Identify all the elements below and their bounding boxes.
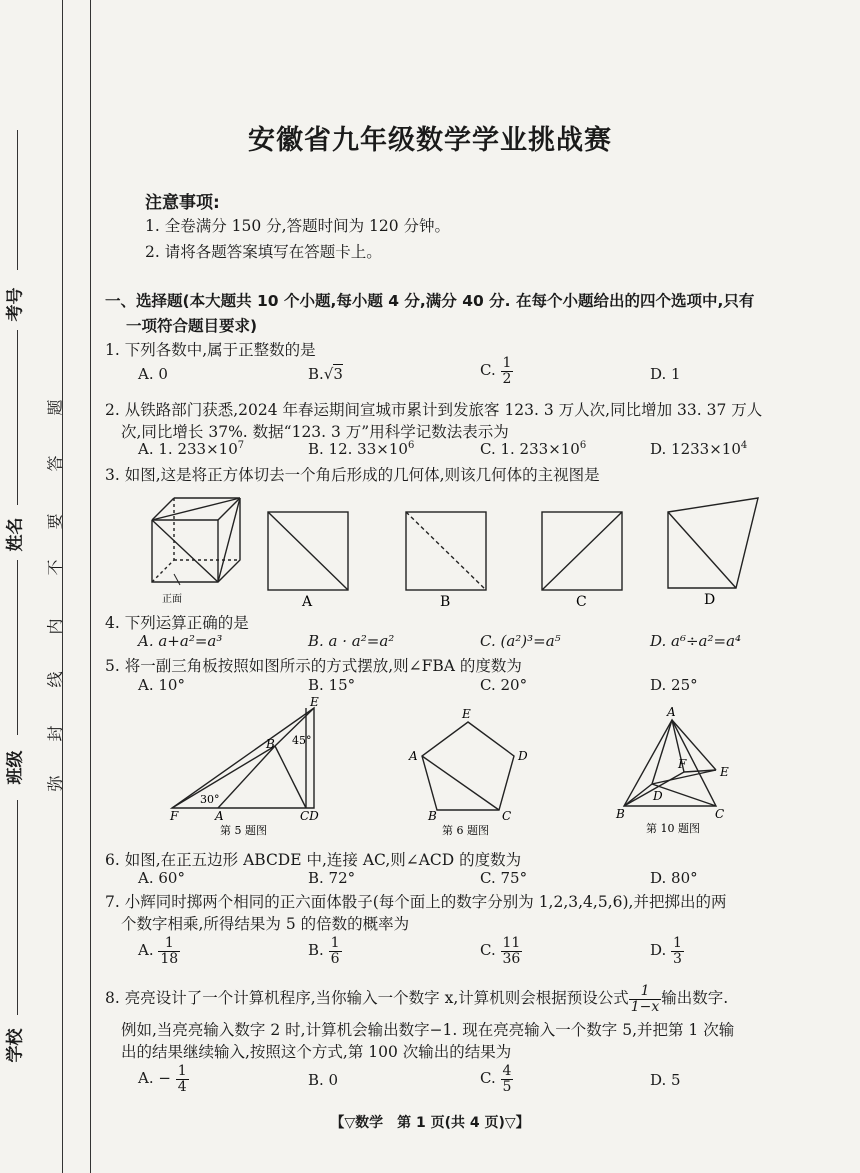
q7-c-num: 11 [502, 935, 521, 951]
notice-item-1: 1. 全卷满分 150 分,答题时间为 120 分钟。 [145, 217, 451, 235]
q8-line1-post: 输出数字. [661, 989, 729, 1008]
option-b-view [406, 512, 486, 590]
q1-option-a: A. 0 [138, 365, 168, 383]
q7-c-prefix: C. [480, 941, 496, 960]
q8-a-num: 1 [177, 1063, 187, 1079]
q4-option-a: A. a+a²=a³ [138, 632, 223, 650]
q1-c-den: 2 [502, 370, 512, 387]
q8-c-prefix: C. [480, 1069, 496, 1088]
q7-option-c [480, 936, 522, 966]
q2-option-d [650, 440, 747, 458]
fig6-pentagon [422, 722, 514, 810]
q6-option-d: D. 80° [650, 869, 698, 887]
notice-heading: 注意事项: [145, 193, 220, 213]
margin-line-inner [90, 0, 91, 1173]
q3-label-c: C [576, 594, 587, 610]
q8-line1 [105, 984, 728, 1014]
q1-option-c [480, 356, 513, 386]
q7-a-num: 1 [158, 936, 180, 952]
fig6-E: E [462, 707, 471, 721]
q2-a-text: A. 1. 233×10 [138, 440, 238, 458]
class-line [17, 560, 18, 735]
fig6-C: C [502, 809, 512, 823]
fig10-triangles [624, 720, 716, 806]
section-heading-line2: 一项符合题目要求) [126, 317, 258, 335]
q2-a-exp: 7 [237, 440, 245, 451]
q2-line2: 次,同比增长 37%. 数据“123. 3 万”用科学记数法表示为 [121, 423, 509, 441]
q8-a-prefix: A. − [138, 1069, 171, 1088]
notice-item-2: 2. 请将各题答案填写在答题卡上。 [145, 243, 382, 261]
fig5-F: F [170, 809, 179, 823]
q2-b-exp: 6 [407, 440, 415, 451]
q5-option-c: C. 20° [480, 676, 528, 694]
q4-option-d: D. a⁶÷a²=a⁴ [650, 632, 742, 650]
q3-figure [140, 490, 760, 610]
q8-c-num: 4 [502, 1063, 512, 1079]
q2-c-text: C. 1. 233×10 [480, 440, 580, 458]
fig10-A: A [667, 705, 676, 719]
q7-option-b [308, 936, 342, 966]
q4-option-b: B. a · a²=a² [308, 632, 395, 650]
q7-option-a [138, 936, 180, 966]
q2-b-text: B. 12. 33×10 [308, 440, 408, 458]
q1-c-fraction [501, 356, 514, 386]
q1-b-prefix: B. [308, 365, 324, 383]
q8-a-den: 4 [177, 1078, 187, 1095]
q8-option-c [480, 1064, 513, 1094]
q1-option-d: D. 1 [650, 365, 681, 383]
fig6-D: D [518, 749, 528, 763]
q7-b-num: 1 [330, 935, 340, 951]
q7-c-fraction [501, 936, 523, 966]
q7-d-den: 3 [673, 950, 682, 967]
q8-c-fraction [501, 1064, 514, 1094]
seal-char-4: 不 [45, 559, 65, 576]
q8-formula-num: 1 [629, 984, 662, 1000]
q3-label-a: A [302, 594, 313, 610]
fig5-E: E [310, 696, 319, 709]
q1-c-num: 1 [502, 355, 512, 371]
fig5-CD: CD [300, 809, 319, 823]
fig5-B: B [266, 737, 275, 751]
name-label: 姓名 [5, 517, 26, 552]
school-label: 学校 [5, 1028, 26, 1063]
fig10-C: C [715, 807, 725, 821]
q5-option-a: A. 10° [138, 676, 185, 694]
q5-stem: 5. 将一副三角板按照如图所示的方式摆放,则∠FBA 的度数为 [105, 657, 522, 675]
q2-option-b [308, 440, 414, 458]
q5-option-b: B. 15° [308, 676, 356, 694]
option-c-view [542, 512, 622, 590]
seal-char-2: 答 [45, 455, 65, 472]
q3-label-b: B [440, 594, 451, 610]
q7-b-fraction [329, 936, 342, 966]
q8-a-fraction [176, 1064, 189, 1094]
q8-option-b: B. 0 [308, 1071, 339, 1089]
seal-char-1: 题 [45, 399, 65, 416]
seal-char-5: 内 [45, 618, 65, 635]
fig5-45: 45° [292, 734, 312, 747]
seal-char-3: 要 [45, 513, 65, 530]
sqrt-sign: √ [323, 365, 334, 383]
q7-c-den: 36 [502, 950, 521, 967]
front-label: 正面 [162, 594, 182, 605]
section-heading-line1: 一、选择题(本大题共 10 个小题,每小题 4 分,满分 40 分. 在每个小题给出的四个选项中,只有 [105, 292, 755, 310]
fig10-E: E [720, 765, 729, 779]
fig10-D: D [653, 789, 663, 803]
option-d-view [668, 498, 758, 588]
q8-line2: 例如,当亮亮输入数字 2 时,计算机会输出数字−1. 现在亮亮输入一个数字 5,并把第 1 次输 [121, 1021, 735, 1039]
q7-a-fraction [158, 936, 180, 966]
q4-stem: 4. 下列运算正确的是 [105, 614, 249, 632]
fig10-B: B [616, 807, 625, 821]
q2-option-a [138, 440, 244, 458]
figures-row [160, 696, 760, 838]
q7-d-prefix: D. [650, 941, 667, 960]
q6-option-b: B. 72° [308, 869, 356, 887]
q8-option-d: D. 5 [650, 1071, 681, 1089]
q8-formula [629, 984, 662, 1014]
exam-no-label: 考号 [5, 287, 26, 322]
fig10-F: F [678, 757, 687, 771]
q6-option-c: C. 75° [480, 869, 528, 887]
q8-option-a [138, 1064, 189, 1094]
q4-option-c: C. (a²)³=a⁵ [480, 632, 561, 650]
seal-char-6: 线 [45, 671, 65, 688]
page-title: 安徽省九年级数学学业挑战赛 [248, 125, 612, 156]
q7-a-den: 18 [160, 950, 179, 967]
fig6-caption: 第 6 题图 [442, 824, 489, 837]
page-footer: 【▽数学 第 1 页(共 4 页)▽】 [330, 1115, 530, 1131]
fig5-30: 30° [200, 793, 220, 806]
q2-line1: 2. 从铁路部门获悉,2024 年春运期间宣城市累计到发旅客 123. 3 万人次,同比增加 33. 37 万人 [105, 401, 763, 419]
fig10-caption: 第 10 题图 [646, 822, 700, 835]
cut-cube [152, 498, 240, 585]
q1-stem: 1. 下列各数中,属于正整数的是 [105, 341, 316, 359]
q2-option-c [480, 440, 586, 458]
q8-line3: 出的结果继续输入,按照这个方式,第 100 次输出的结果为 [121, 1043, 512, 1061]
fig5-A: A [215, 809, 224, 823]
option-a-view [268, 512, 348, 590]
name-line [17, 330, 18, 505]
q3-stem: 3. 如图,这是将正方体切去一个角后形成的几何体,则该几何体的主视图是 [105, 466, 600, 484]
q7-option-d [650, 936, 684, 966]
q8-c-den: 5 [502, 1078, 512, 1095]
q5-option-d: D. 25° [650, 676, 698, 694]
q7-line1: 7. 小辉同时掷两个相同的正六面体骰子(每个面上的数字分别为 1,2,3,4,5,6),并把掷出的两 [105, 893, 727, 911]
q7-b-prefix: B. [308, 941, 324, 960]
seal-char-7: 封 [45, 725, 65, 742]
q1-b-radicand: 3 [333, 365, 343, 383]
q3-label-d: D [704, 592, 716, 608]
q1-c-prefix: C. [480, 361, 496, 380]
q2-c-exp: 6 [579, 440, 587, 451]
margin-line-outer [62, 0, 63, 1173]
seal-char-8: 弥 [45, 775, 65, 792]
class-label: 班级 [5, 750, 26, 785]
q6-stem: 6. 如图,在正五边形 ABCDE 中,连接 AC,则∠ACD 的度数为 [105, 851, 522, 869]
q1-option-b [308, 365, 343, 383]
q7-a-prefix: A. [138, 941, 154, 960]
q2-d-text: D. 1233×10 [650, 440, 741, 458]
school-line [17, 800, 18, 1015]
fig6-B: B [428, 809, 437, 823]
q6-option-a: A. 60° [138, 869, 185, 887]
q2-d-exp: 4 [740, 440, 748, 451]
q7-d-fraction [671, 936, 684, 966]
fig6-A: A [409, 749, 418, 763]
fig5-triangles [172, 708, 314, 808]
q8-line1-pre: 8. 亮亮设计了一个计算机程序,当你输入一个数字 x,计算机则会根据预设公式 [105, 989, 629, 1008]
fig5-caption: 第 5 题图 [220, 824, 267, 837]
q8-formula-den: 1−x [630, 998, 660, 1015]
q7-d-num: 1 [673, 935, 682, 951]
q7-line2: 个数字相乘,所得结果为 5 的倍数的概率为 [121, 915, 410, 933]
q7-b-den: 6 [330, 950, 340, 967]
